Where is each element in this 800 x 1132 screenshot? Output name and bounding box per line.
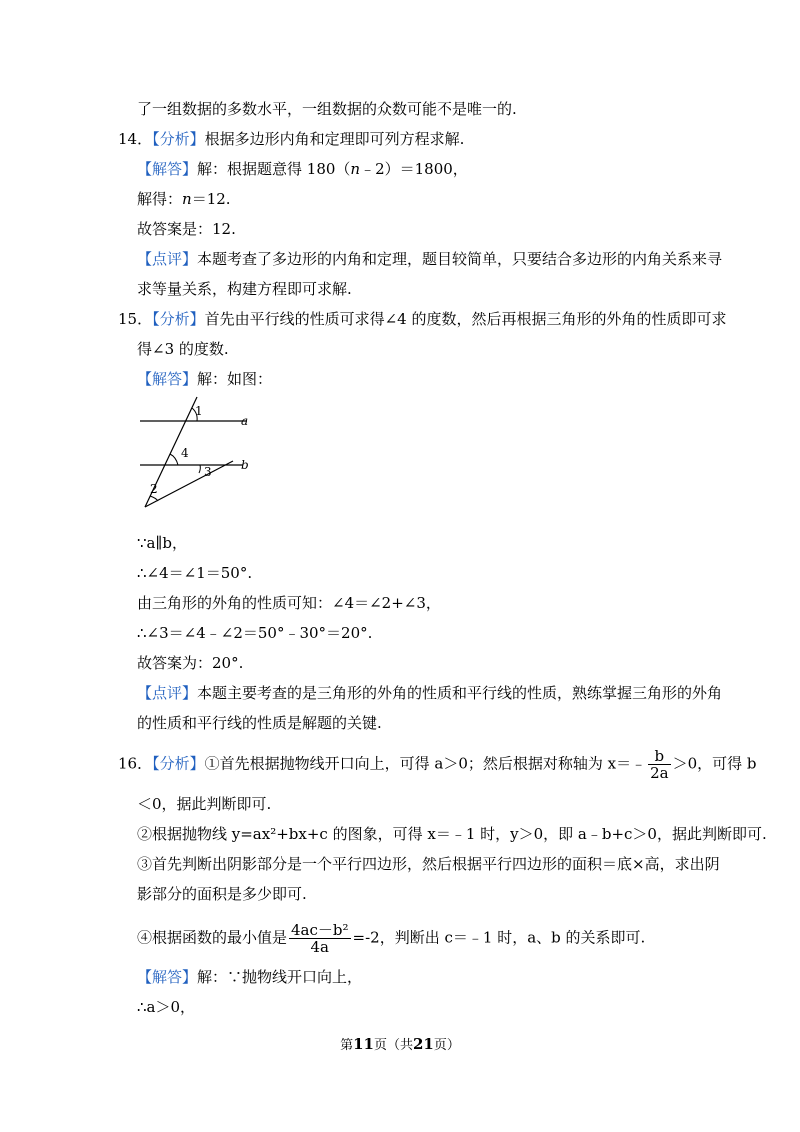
answer-tag: 【解答】 — [137, 160, 198, 178]
label-4: 4 — [181, 446, 189, 460]
question-15-comment: 【点评】本题主要考查的是三角形的外角的性质和平行线的性质，熟练掌握三角形的外角 — [137, 684, 723, 702]
question-14-comment: 【点评】本题考查了多边形的内角和定理，题目较简单，只要结合多边形的内角关系来寻 — [137, 250, 723, 268]
comment-tag: 【点评】 — [137, 250, 198, 268]
angle-4-arc — [170, 454, 178, 465]
fraction-min-value: $\frac{\text{4ac－b²}}{4a}$ — [291, 921, 349, 956]
answer-tag: 【解答】 — [137, 370, 198, 388]
angle-2-arc — [150, 496, 158, 501]
question-14-answer: 【解答】解：根据题意得 180（n﹣2）＝1800， — [137, 160, 468, 178]
page-footer: 第11页（共21页） — [340, 1035, 460, 1053]
text-line: 得∠3 的度数. — [137, 340, 229, 358]
label-b: b — [241, 458, 249, 472]
label-a: a — [241, 414, 249, 428]
question-15-answer: 【解答】解：如图： — [137, 370, 273, 388]
question-16-analysis: 16．【分析】①首先根据抛物线开口向上，可得 a＞0；然后根据对称轴为 x＝﹣ $\frac{b}{2a}$ ＞0，可得 b — [118, 747, 757, 782]
question-14-analysis: 14．【分析】根据多边形内角和定理即可列方程求解. — [118, 130, 465, 148]
text-line: ∴a＞0， — [137, 998, 196, 1016]
text-line: ＜0，据此判断即可. — [137, 795, 272, 813]
text-line: ∴∠4＝∠1＝50°. — [137, 564, 253, 582]
text-line: 由三角形的外角的性质可知：∠4＝∠2+∠3， — [137, 594, 441, 612]
text-line: 解得：n＝12. — [137, 190, 231, 208]
analysis-tag: 【分析】 — [152, 310, 205, 328]
question-16-answer: 【解答】解：∵抛物线开口向上， — [137, 968, 363, 986]
text-line: ④根据函数的最小值是 $\frac{\text{4ac－b²}}{4a}$ =-2，判断出 c＝﹣1 时，a、b 的关系即可. — [137, 921, 646, 956]
question-15-analysis: 15．【分析】首先由平行线的性质可求得∠4 的度数，然后再根据三角形的外角的性质即可求 — [118, 310, 727, 328]
comment-tag: 【点评】 — [137, 684, 198, 702]
analysis-tag: 【分析】 — [152, 130, 205, 148]
parallel-lines-figure — [135, 395, 260, 515]
label-2: 2 — [150, 482, 158, 496]
text-line: 了一组数据的多数水平，一组数据的众数可能不是唯一的. — [137, 100, 517, 118]
label-1: 1 — [195, 404, 203, 418]
text-line: 的性质和平行线的性质是解题的关键. — [137, 714, 382, 732]
fraction-b-over-2a: $\frac{b}{2a}$ — [650, 747, 669, 782]
triangle-side — [145, 461, 233, 507]
text-line: ③首先判断出阴影部分是一个平行四边形，然后根据平行四边形的面积＝底×高，求出阴 — [137, 855, 720, 873]
label-3: 3 — [204, 465, 212, 479]
text-line: ∴∠3＝∠4﹣∠2＝50°﹣30°＝20°. — [137, 624, 373, 642]
text-line: 影部分的面积是多少即可. — [137, 885, 307, 903]
text-line: 故答案为：20°. — [137, 654, 244, 672]
text-line: ∵a∥b， — [137, 534, 188, 552]
angle-3-arc — [199, 465, 200, 473]
text-line: 故答案是：12. — [137, 220, 236, 238]
text-line: 求等量关系，构建方程即可求解. — [137, 280, 352, 298]
analysis-tag: 【分析】 — [152, 754, 205, 773]
text-line: ②根据抛物线 y=ax²+bx+c 的图象，可得 x＝﹣1 时，y＞0，即 a﹣b+c＞0，据此判断即可. — [137, 825, 767, 843]
answer-tag: 【解答】 — [137, 968, 198, 986]
